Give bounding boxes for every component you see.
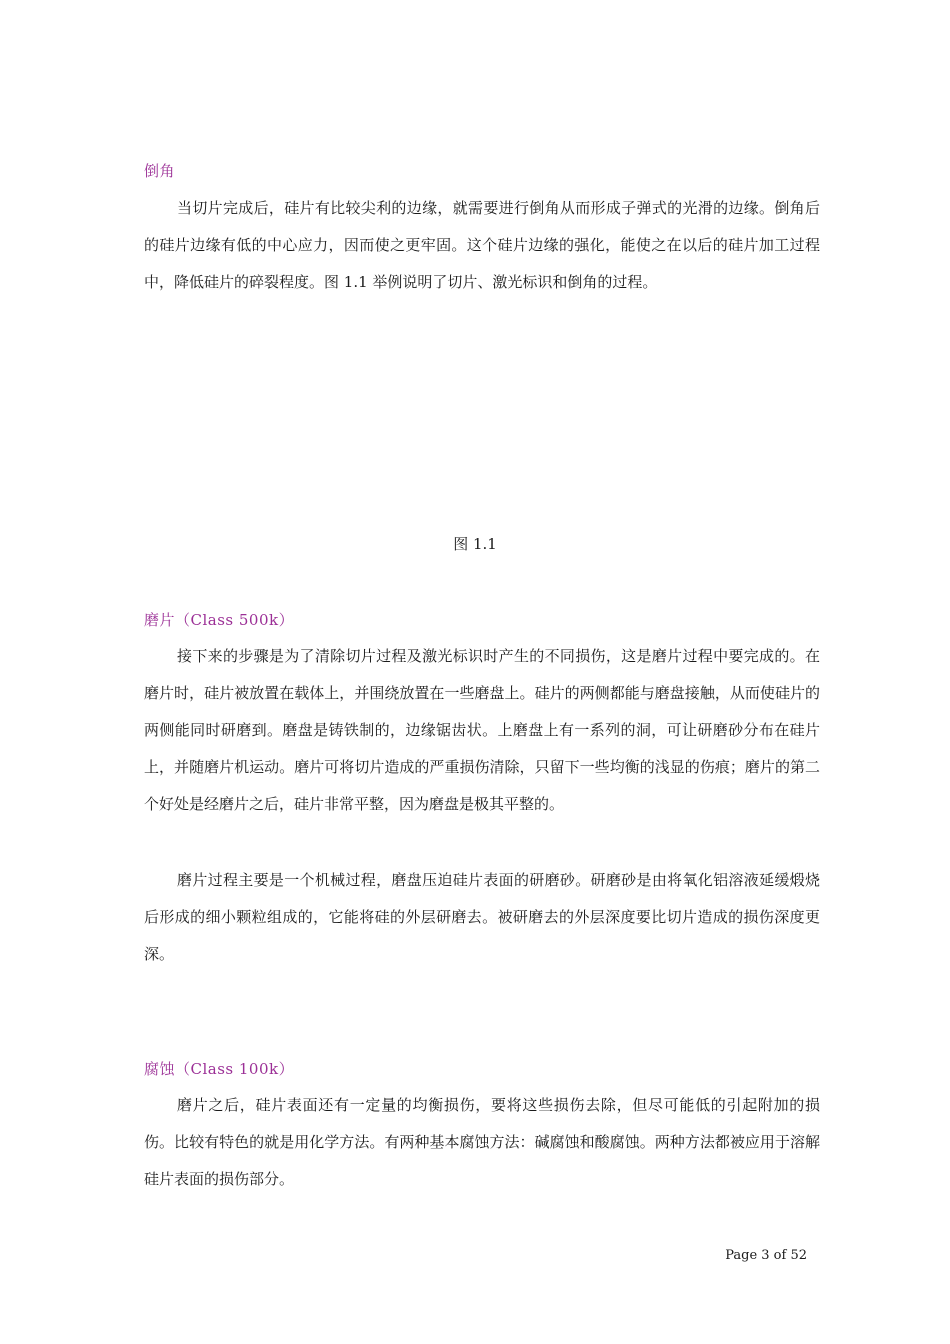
paragraph-etching-1: 磨片之后，硅片表面还有一定量的均衡损伤，要将这些损伤去除，但尽可能低的引起附加的损伤。比较有特色的就是用化学方法。有两种基本腐蚀方法：碱腐蚀和酸腐蚀。两种方法都被应用于溶解硅片表面的损伤部分。 (144, 1096, 820, 1188)
paragraph-lapping-2: 磨片过程主要是一个机械过程，磨盘压迫硅片表面的研磨砂。研磨砂是由将氧化铝溶液延缓煅烧后形成的细小颗粒组成的，它能将硅的外层研磨去。被研磨去的外层深度要比切片造成的损伤深度更深。 (144, 871, 820, 963)
figure-caption: 图 1.1 (453, 535, 497, 553)
section-heading-chamfer: 倒角 (144, 162, 176, 180)
section-heading-lapping: 磨片（Class 500k） (144, 611, 295, 629)
paragraph-chamfer-1: 当切片完成后，硅片有比较尖利的边缘，就需要进行倒角从而形成子弹式的光滑的边缘。倒角后的硅片边缘有低的中心应力，因而使之更牢固。这个硅片边缘的强化，能使之在以后的硅片加工过程中，降低硅片的碎裂程度。图 1.1 举例说明了切片、激光标识和倒角的过程。 (144, 199, 820, 291)
paragraph-lapping-1: 接下来的步骤是为了清除切片过程及激光标识时产生的不同损伤，这是磨片过程中要完成的。在磨片时，硅片被放置在载体上，并围绕放置在一些磨盘上。硅片的两侧都能与磨盘接触，从而使硅片的两侧能同时研磨到。磨盘是铸铁制的，边缘锯齿状。上磨盘上有一系列的洞，可让研磨砂分布在硅片上，并随磨片机运动。磨片可将切片造成的严重损伤清除，只留下一些均衡的浅显的伤痕；磨片的第二个好处是经磨片之后，硅片非常平整，因为磨盘是极其平整的。 (144, 647, 820, 813)
page-number: Page 3 of 52 (725, 1248, 807, 1263)
section-heading-etching: 腐蚀（Class 100k） (144, 1060, 295, 1078)
